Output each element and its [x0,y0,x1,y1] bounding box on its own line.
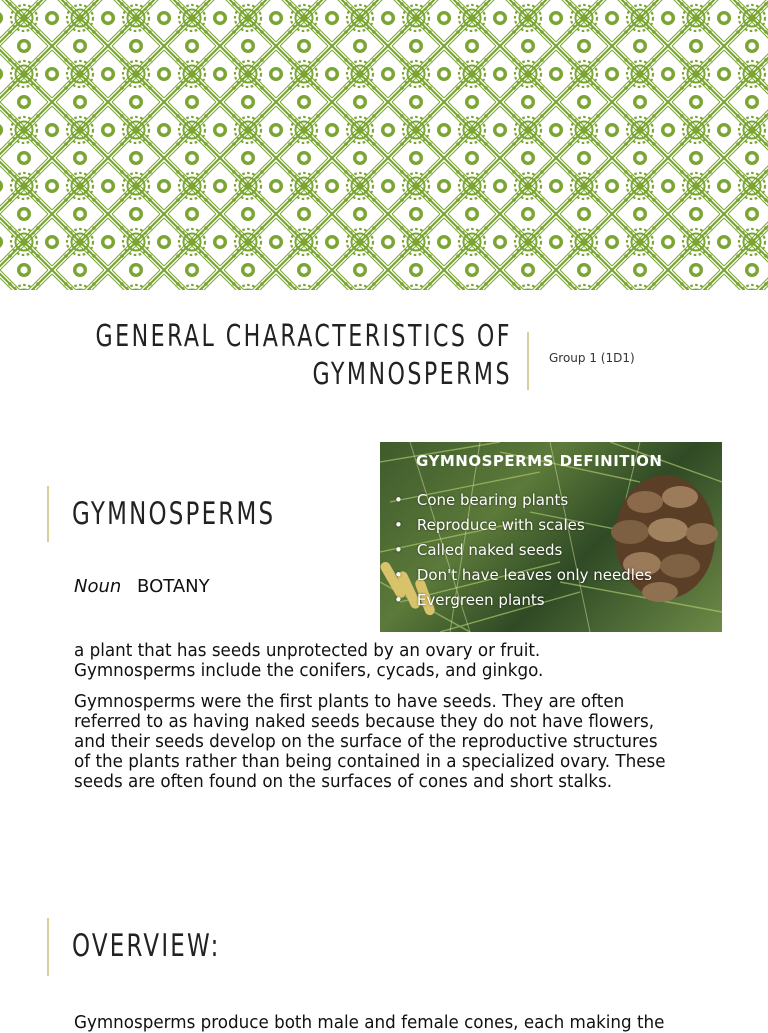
section-heading-gymnosperms: GYMNOSPERMS [72,496,276,532]
image-bullet-list [394,488,652,613]
image-bullet-item: • Don't have leaves only needles [394,563,652,588]
section-accent-bar [47,918,49,976]
gymnosperms-definition-image [380,442,722,632]
decorative-pattern-banner [0,0,768,290]
title-line-2: GYMNOSPERMS [312,357,512,392]
image-bullet-item: • Cone bearing plants [394,488,652,513]
subject-field: BOTANY [137,576,210,597]
definition-text: a plant that has seeds unprotected by an ovary or fruit. Gymnosperms include the conifers, cycads, and ginkgo. [74,640,544,681]
image-title: GYMNOSPERMS DEFINITION [416,452,663,470]
part-of-speech: Noun [74,576,122,597]
slide-title [0,318,512,394]
slide-subtitle: Group 1 (1D1) [549,351,635,365]
title-divider [527,332,529,390]
image-bullet-item: • Reproduce with scales [394,513,652,538]
description-paragraph: Gymnosperms were the first plants to have seeds. They are often referred to as having naked seeds because they do not have flowers, and their seeds develop on the surface of the reproductive structures of the plants rather than being contained in a specialized ovary. These seeds are often found on the surfaces of cones and short stalks. [74,691,666,792]
section-accent-bar [47,486,49,542]
overview-paragraph: Gymnosperms produce both male and female cones, each making the [74,1012,665,1033]
section-heading-overview: OVERVIEW: [72,928,221,964]
image-bullet-item: • Called naked seeds [394,538,652,563]
image-bullet-item: • Evergreen plants [394,588,652,613]
part-of-speech-line [74,576,210,597]
title-line-1: GENERAL CHARACTERISTICS OF [95,319,513,354]
